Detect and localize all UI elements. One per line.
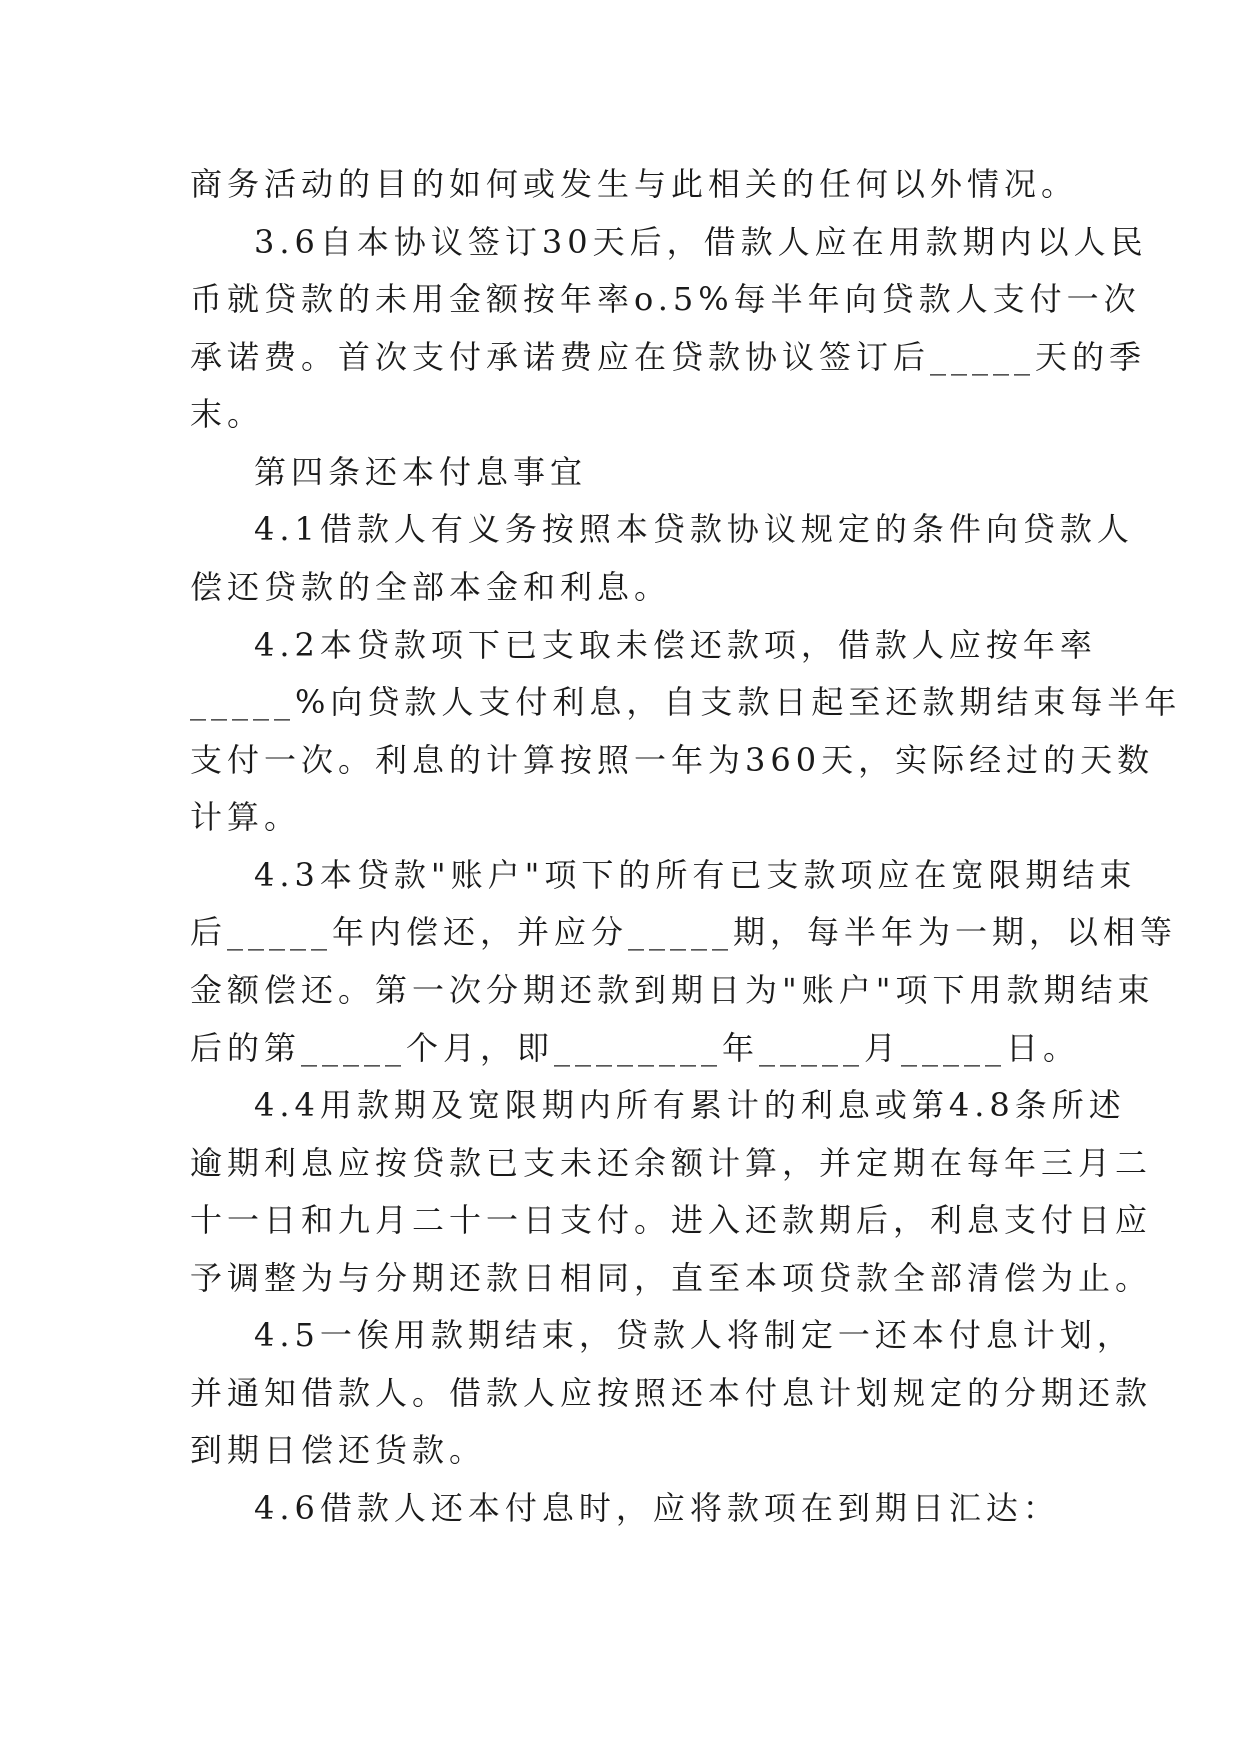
text-line: 后的第_____个月，即________年_____月_____日。 [190, 1029, 1081, 1067]
text-line: 商务活动的目的如何或发生与此相关的任何以外情况。 [190, 165, 1079, 203]
text-line: 4.2本贷款项下已支取未偿还款项，借款人应按年率 [254, 626, 1097, 664]
text-line: 4.6借款人还本付息时，应将款项在到期日汇达： [254, 1489, 1060, 1527]
text-line: 4.5一俟用款期结束，贷款人将制定一还本付息计划， [254, 1316, 1134, 1354]
text-line: 承诺费。首次支付承诺费应在贷款协议签订后_____天的季 [190, 338, 1147, 376]
text-line: 偿还贷款的全部本金和利息。 [190, 568, 672, 606]
text-line: 予调整为与分期还款日相同，直至本项贷款全部清偿为止。 [190, 1259, 1153, 1297]
text-line: 支付一次。利息的计算按照一年为360天，实际经过的天数 [190, 741, 1155, 779]
text-line: 币就贷款的未用金额按年率o.5%每半年向贷款人支付一次 [190, 280, 1141, 318]
text-line: _____%向贷款人支付利息，自支款日起至还款期结束每半年 [190, 683, 1182, 721]
section-heading: 第四条还本付息事宜 [254, 453, 588, 491]
text-line: 末。 [190, 395, 265, 433]
text-line: 金额偿还。第一次分期还款到期日为"账户"项下用款期结束 [190, 971, 1155, 1009]
text-line: 后_____年内偿还，并应分_____期，每半年为一期，以相等 [190, 913, 1178, 951]
text-line: 逾期利息应按贷款已支未还余额计算，并定期在每年三月二 [190, 1144, 1153, 1182]
text-line: 4.4用款期及宽限期内所有累计的利息或第4.8条所述 [254, 1086, 1126, 1124]
text-line: 4.3本贷款"账户"项下的所有已支款项应在宽限期结束 [254, 856, 1137, 894]
text-line: 到期日偿还货款。 [190, 1431, 487, 1469]
text-line: 并通知借款人。借款人应按照还本付息计划规定的分期还款 [190, 1374, 1153, 1412]
text-line: 3.6自本协议签订30天后，借款人应在用款期内以人民 [254, 223, 1148, 261]
text-line: 十一日和九月二十一日支付。进入还款期后，利息支付日应 [190, 1201, 1153, 1239]
text-line: 计算。 [190, 798, 302, 836]
text-line: 4.1借款人有义务按照本贷款协议规定的条件向贷款人 [254, 510, 1134, 548]
